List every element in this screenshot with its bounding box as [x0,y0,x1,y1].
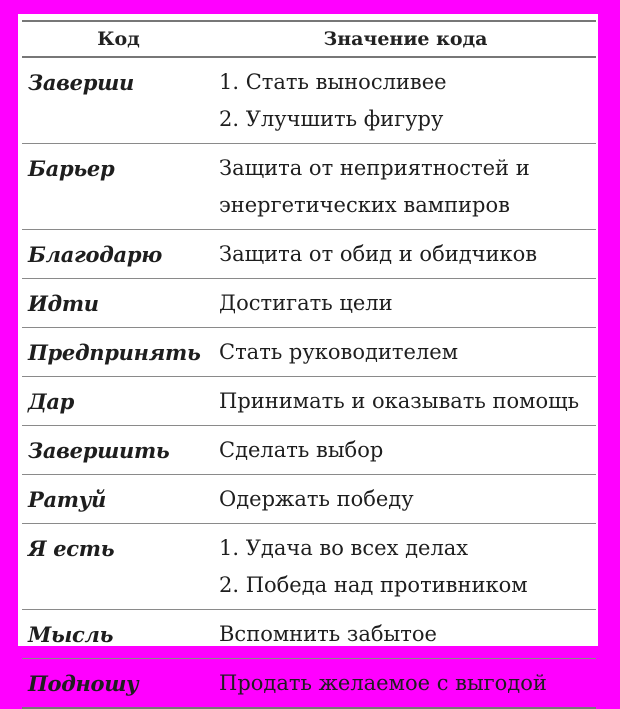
table-row [22,475,596,524]
code-cell: Предпринять [22,328,215,377]
code-cell: Подношу [28,671,139,696]
meaning-cell [215,230,596,279]
table-row [22,426,596,475]
meaning-line: Сделать выбор [219,438,384,462]
code-cell: Дар [22,377,215,426]
header-row [22,21,596,57]
meaning-cell [215,377,596,426]
meaning-line: 2. Улучшить фигуру [219,107,444,131]
table-body [22,57,596,708]
meaning-line: 1. Удача во всех делах [219,536,469,560]
meaning-cell [215,524,596,610]
meaning-line: Достигать цели [219,291,393,315]
meaning-cell [215,328,596,377]
table-row [22,279,596,328]
table-row [22,610,596,659]
meaning-line: 2. Победа над противником [219,573,528,597]
meaning-cell [215,144,596,230]
meaning-line: Защита от неприятностей и [219,156,530,180]
meaning-line: энергетических вампиров [219,193,510,217]
table-row [22,377,596,426]
meaning-line: Принимать и оказывать помощь [219,389,580,413]
page [18,14,598,696]
table-row [22,524,596,610]
header-code: Код [22,21,215,57]
meaning-line: Продать желаемое с выгодой [219,671,547,695]
code-cell: Я есть [22,524,215,610]
meaning-line: Вспомнить забытое [219,622,437,646]
codes-table [22,20,596,709]
meaning-line: Одержать победу [219,487,414,511]
code-cell: Заверши [22,57,215,144]
table-row [22,230,596,279]
meaning-line: Стать руководителем [219,340,459,364]
table-row [22,328,596,377]
code-cell: Завершить [22,426,215,475]
table-row [22,144,596,230]
code-cell: Идти [22,279,215,328]
meaning-cell [215,610,596,659]
meaning-cell [215,426,596,475]
code-cell: Ратуй [22,475,215,524]
meaning-cell [215,475,596,524]
meaning-cell [215,279,596,328]
code-cell: Мысль [22,610,215,659]
header-meaning: Значение кода [215,21,596,57]
code-cell: Барьер [22,144,215,230]
meaning-cell [215,57,596,144]
code-cell: Благодарю [22,230,215,279]
table-row [22,57,596,144]
meaning-line: 1. Стать выносливее [219,70,447,94]
meaning-line: Защита от обид и обидчиков [219,242,538,266]
